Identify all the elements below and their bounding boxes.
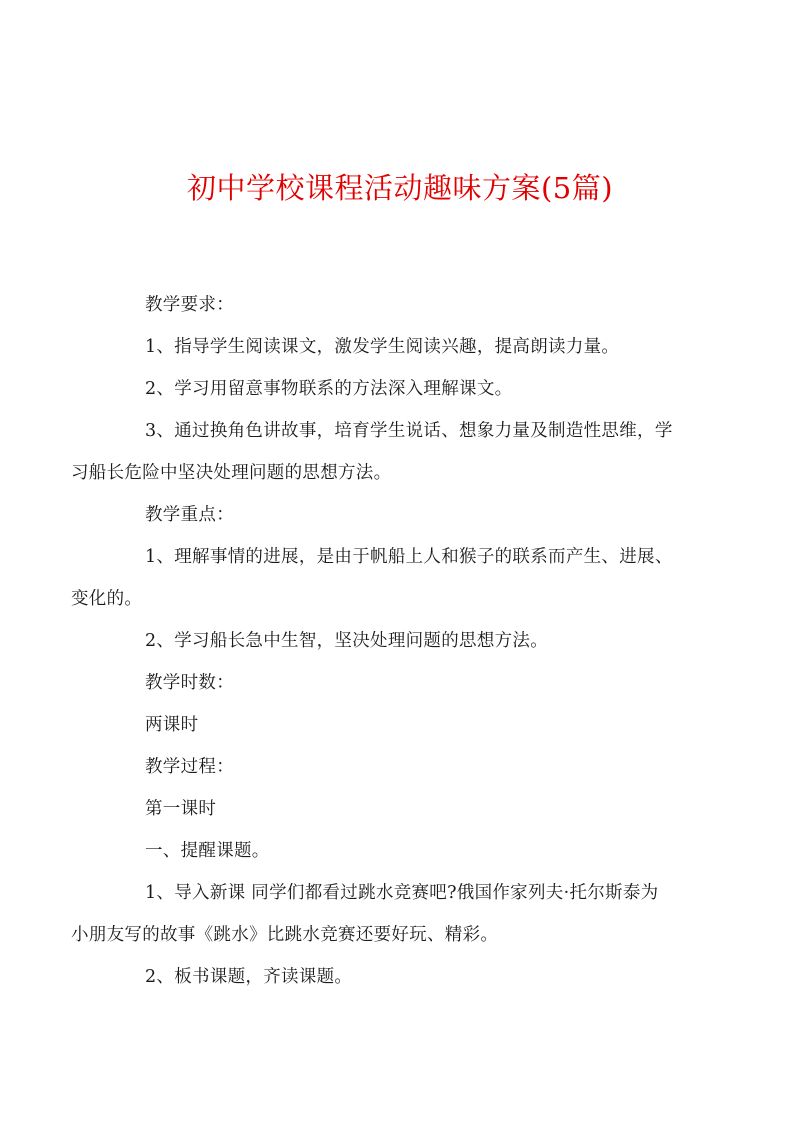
paragraph-line: 变化的。 (71, 589, 143, 609)
paragraph (71, 410, 708, 494)
paragraph-line: 2、学习用留意事物联系的方法深入理解课文。 (145, 379, 513, 399)
paragraph-line: 两课时 (145, 715, 199, 735)
paragraph (108, 830, 708, 872)
paragraph-line: 1、理解事情的进展，是由于帆船上人和猴子的联系而产生、进展、 (145, 547, 673, 567)
paragraph-line: 教学时数： (145, 673, 234, 693)
paragraph (71, 536, 708, 620)
paragraph (108, 368, 708, 410)
paragraph-line: 3、通过换角色讲故事，培育学生说话、想象力量及制造性思维，学 (145, 421, 673, 441)
paragraph-line: 小朋友写的故事《跳水》比跳水竞赛还要好玩、精彩。 (71, 925, 499, 945)
paragraph (108, 746, 708, 788)
paragraph (108, 326, 708, 368)
paragraph (108, 284, 708, 326)
paragraph (108, 956, 708, 998)
paragraph-line: 教学重点： (145, 505, 234, 525)
paragraph (108, 620, 708, 662)
paragraph (108, 704, 708, 746)
paragraph-line: 2、板书课题，齐读课题。 (145, 967, 353, 987)
paragraph (71, 872, 708, 956)
paragraph (108, 788, 708, 830)
paragraph (108, 662, 708, 704)
paragraph-line: 2、学习船长急中生智，坚决处理问题的思想方法。 (145, 631, 549, 651)
paragraph (108, 494, 708, 536)
paragraph-line: 1、指导学生阅读课文，激发学生阅读兴趣，提高朗读力量。 (145, 337, 620, 357)
document-body (71, 284, 708, 998)
paragraph-line: 1、导入新课 同学们都看过跳水竞赛吧?俄国作家列夫·托尔斯泰为 (145, 883, 659, 903)
paragraph-line: 教学过程： (145, 757, 234, 777)
document-title: 初中学校课程活动趣味方案(5篇) (186, 171, 614, 205)
paragraph-line: 第一课时 (145, 799, 217, 819)
paragraph-line: 习船长危险中坚决处理问题的思想方法。 (71, 463, 392, 483)
paragraph-line: 一、提醒课题。 (145, 841, 270, 861)
paragraph-line: 教学要求： (145, 295, 234, 315)
